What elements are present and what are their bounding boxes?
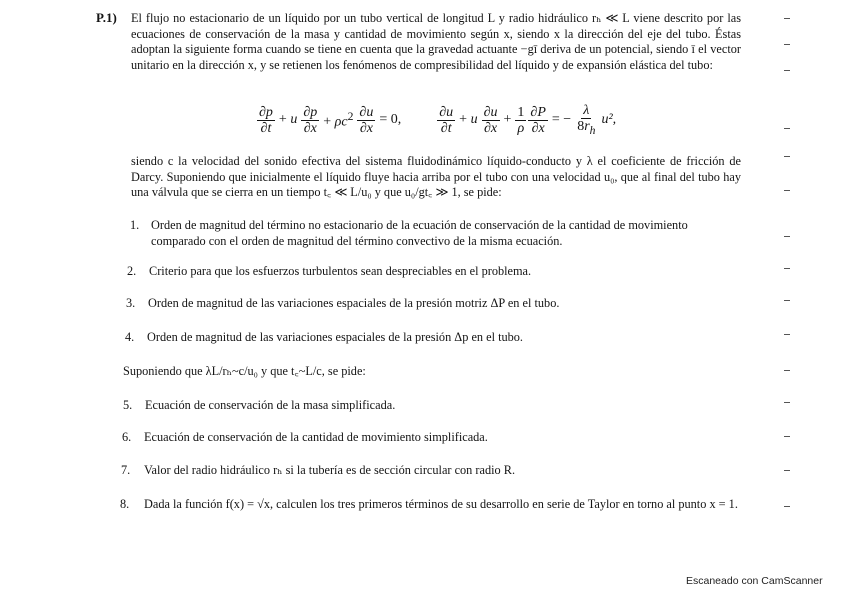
dp-dt: $\frac{\partial p}{\partial t}$ [259, 104, 273, 136]
margin-tick [784, 44, 790, 45]
problem-context: siendo c la velocidad del sonido efectiva del sistema fluidodinámico líquido-conducto y λ el coeficiente de fricción de Darcy. Suponiendo que inicialmente el líquido fluye hacia arriba por el tubo con una velocidad u₀, que al final del tubo hay una válvula que se cierra en un tiempo t꜀ ≪ L/u₀ y que u₀/gt꜀ ≫ 1, se pide: [131, 154, 741, 200]
question-number: 1. [130, 218, 140, 232]
margin-tick [784, 70, 790, 71]
governing-equations: $\frac{\partial p}{\partial t}$ + u $\frac{\partial p}{\partial x}$ + $\rho c^2$ $\frac{\partial u}{\partial x}$ = 0, $\frac{\partial u}{\partial t}$ + u $\frac{\partial u}{\partial x}$ + $\frac{1}{\rho}$ $\frac{\partial P}{\partial x}$ = − $\frac{\lambda}{8r_h}$ u², [259, 103, 617, 137]
question-text: Ecuación de conservación de la masa simplificada. [145, 398, 396, 412]
question-item [122, 430, 742, 446]
margin-tick [784, 370, 790, 371]
one-over-rho: $\frac{1}{\rho}$ [517, 104, 525, 136]
eq1-end: = 0, [379, 112, 402, 128]
question-item [123, 398, 743, 414]
question-number: 5. [123, 398, 133, 412]
question-text: Criterio para que los esfuerzos turbulentos sean despreciables en el problema. [149, 264, 532, 278]
dP-dx: $\frac{\partial P}{\partial x}$ [530, 104, 546, 136]
question-text: Orden de magnitud de las variaciones espaciales de la presión Δp en el tubo. [147, 330, 524, 344]
question-number: 4. [125, 330, 135, 344]
question-number: 7. [121, 463, 131, 477]
question-item [125, 330, 740, 346]
question-item [127, 264, 742, 280]
problem-intro: El flujo no estacionario de un líquido por un tubo vertical de longitud L y radio hidráulico rₕ ≪ L viene descrito por las ecuaciones de conservación de la masa y cantidad de movimiento según x, siendo x la dirección del eje del tubo. Éstas adoptan la siguiente forma cuando se tiene en cuenta que la gravedad actuante −gī deriva de un potencial, siendo ī el vector unitario en la dirección x, y se retienen los fenómenos de compresibilidad del líquido y de expansión elástica del tubo: [131, 11, 741, 72]
question-item [126, 296, 741, 312]
dp-dx: $\frac{\partial p}{\partial x}$ [303, 104, 318, 136]
question-text: Dada la función f(x) = √x, calculen los tres primeros términos de su desarrollo en serie de Taylor en torno al punto x = 1. [144, 497, 738, 511]
margin-tick [784, 402, 790, 403]
question-text: Ecuación de conservación de la cantidad de movimiento simplificada. [144, 430, 488, 444]
du-dx: $\frac{\partial u}{\partial x}$ [359, 104, 374, 136]
scanner-watermark: Escaneado con CamScanner [686, 575, 823, 587]
question-text: Valor del radio hidráulico rₕ si la tubería es de sección circular con radio R. [144, 463, 516, 477]
margin-tick [784, 236, 790, 237]
margin-tick [784, 268, 790, 269]
eq2-end: u², [601, 112, 617, 128]
question-text: Orden de magnitud del término no estacionario de la ecuación de conservación de la cantidad de movimiento comparado con el orden de magnitud del término convectivo de la misma ecuación. [151, 218, 688, 248]
margin-tick [784, 300, 790, 301]
question-item [120, 497, 740, 513]
problem-label: P.1) [96, 10, 117, 25]
question-number: 6. [122, 430, 132, 444]
margin-tick [784, 190, 790, 191]
margin-tick [784, 470, 790, 471]
margin-tick [784, 436, 790, 437]
margin-tick [784, 334, 790, 335]
lambda-over-8rh: $\frac{\lambda}{8r_h}$ [577, 103, 596, 137]
margin-tick [784, 506, 790, 507]
margin-tick [784, 18, 790, 19]
question-text: Orden de magnitud de las variaciones espaciales de la presión motriz ΔP en el tubo. [148, 296, 560, 310]
question-number: 3. [126, 296, 136, 310]
question-number: 8. [120, 497, 130, 511]
du-dx-2: $\frac{\partial u}{\partial x}$ [483, 104, 498, 136]
du-dt: $\frac{\partial u}{\partial t}$ [439, 104, 454, 136]
question-item [121, 463, 741, 479]
question-item [130, 218, 745, 249]
assumption-text: Suponiendo que λL/rₕ~c/u₀ y que t꜀~L/c, se pide: [123, 364, 366, 378]
margin-tick [784, 156, 790, 157]
margin-tick [784, 128, 790, 129]
question-number: 2. [127, 264, 137, 278]
